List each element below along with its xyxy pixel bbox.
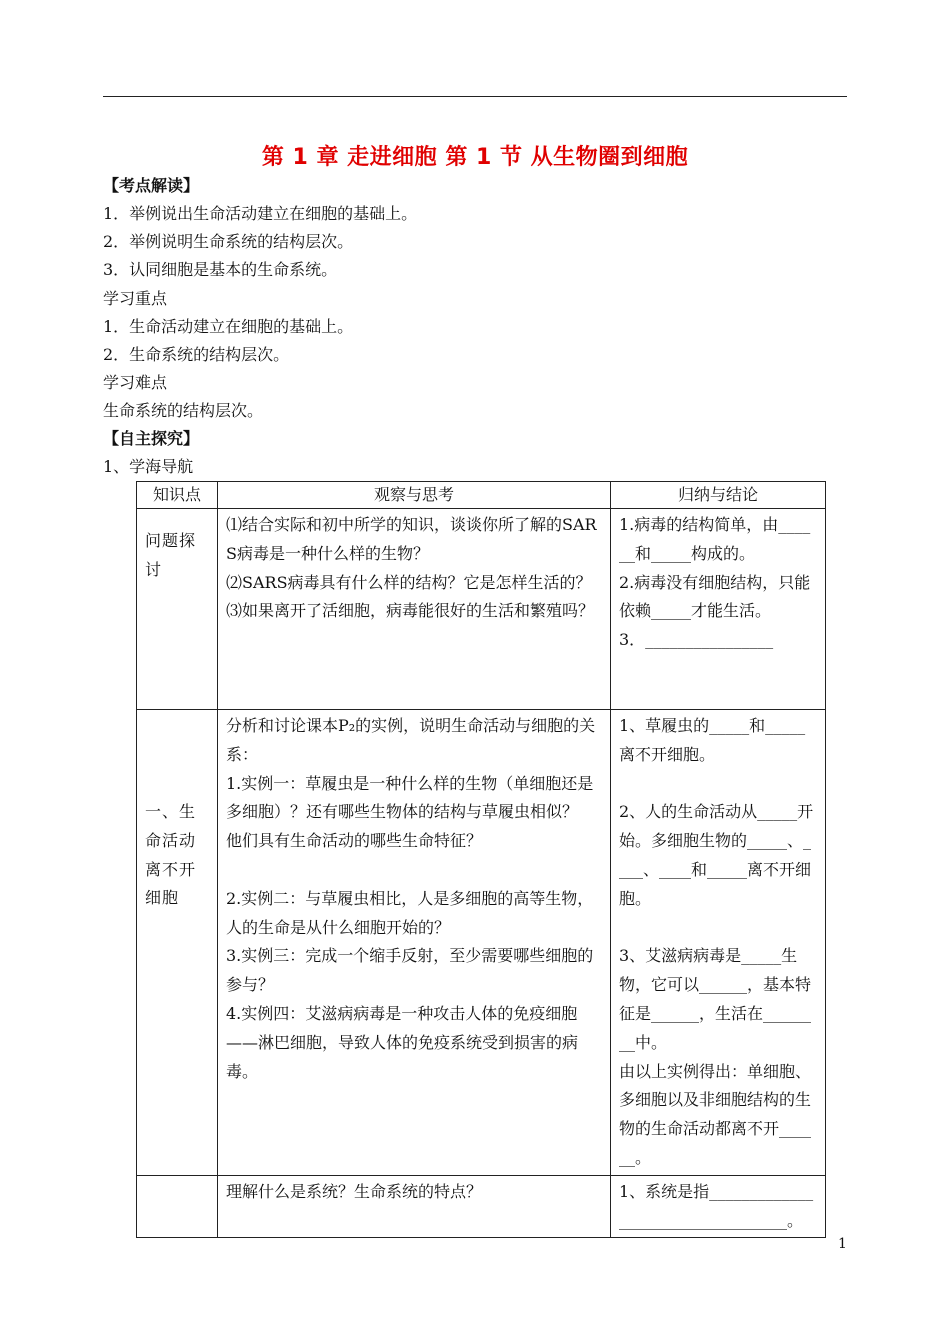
conclusion-cell: 1、草履虫的_____和_____离不开细胞。 2、人的生命活动从_____开始。多细胞生物的_____、____、____和_____离不开细胞。 3、艾滋病病毒是_____生物，它可以______，基本特征是______，生活在________中。 由以上实例得出：单细胞、多细胞以及非细胞结构的生物的生命活动都离不开______。 (611, 710, 826, 1176)
difficulty-text: 生命系统的结构层次。 (103, 401, 264, 420)
key-points-label: 学习重点 (103, 289, 168, 308)
table-header-row (137, 482, 826, 509)
page-number: 1 (838, 1236, 847, 1252)
study-guide-table (136, 481, 826, 1238)
section-heading-self-study: 【自主探究】 (103, 429, 200, 448)
topic-cell (137, 1175, 218, 1238)
goal-1: 1．举例说出生命活动建立在细胞的基础上。 (103, 204, 418, 223)
conclusion-cell: 1、系统是指__________________________________。 (611, 1175, 826, 1238)
goal-2: 2．举例说明生命系统的结构层次。 (103, 232, 354, 251)
topic-cell: 一、生命活动离不开细胞 (137, 710, 218, 1176)
table-row (137, 1175, 826, 1238)
topic-cell: 问题探讨 (137, 509, 218, 710)
table-row (137, 710, 826, 1176)
section-heading-exam-points: 【考点解读】 (103, 176, 200, 195)
key-point-1: 1．生命活动建立在细胞的基础上。 (103, 317, 354, 336)
key-point-2: 2．生命系统的结构层次。 (103, 345, 290, 364)
header-knowledge-point: 知识点 (137, 482, 218, 509)
header-rule (103, 96, 847, 97)
goal-3: 3．认同细胞是基本的生命系统。 (103, 260, 338, 279)
subsection-navigation: 1、学海导航 (103, 457, 194, 476)
think-cell: 分析和讨论课本P₂的实例，说明生命活动与细胞的关系： 1.实例一：草履虫是一种什么样的生物（单细胞还是多细胞）？还有哪些生物体的结构与草履虫相似？ 他们具有生命活动的哪些生命特征？ 2.实例二：与草履虫相比，人是多细胞的高等生物，人的生命是从什么细胞开始的？ 3.实例三：完成一个缩手反射，至少需要哪些细胞的参与？ 4.实例四：艾滋病病毒是一种攻击人体的免疫细胞——淋巴细胞，导致人体的免疫系统受到损害的病毒。 (218, 710, 611, 1176)
difficulty-label: 学习难点 (103, 373, 168, 392)
header-observe-think: 观察与思考 (218, 482, 611, 509)
page-title: 第 1 章 走进细胞 第 1 节 从生物圈到细胞 (261, 145, 689, 170)
header-summary-conclusion: 归纳与结论 (611, 482, 826, 509)
think-cell: ⑴结合实际和初中所学的知识，谈谈你所了解的SARS病毒是一种什么样的生物？ ⑵SARS病毒具有什么样的结构？它是怎样生活的？ ⑶如果离开了活细胞，病毒能很好的生活和繁殖吗？ (218, 509, 611, 710)
table-row (137, 509, 826, 710)
think-cell: 理解什么是系统？生命系统的特点？ (218, 1175, 611, 1238)
conclusion-cell: 1.病毒的结构简单，由______和_____构成的。 2.病毒没有细胞结构，只能依赖_____才能生活。 3．________________ (611, 509, 826, 710)
